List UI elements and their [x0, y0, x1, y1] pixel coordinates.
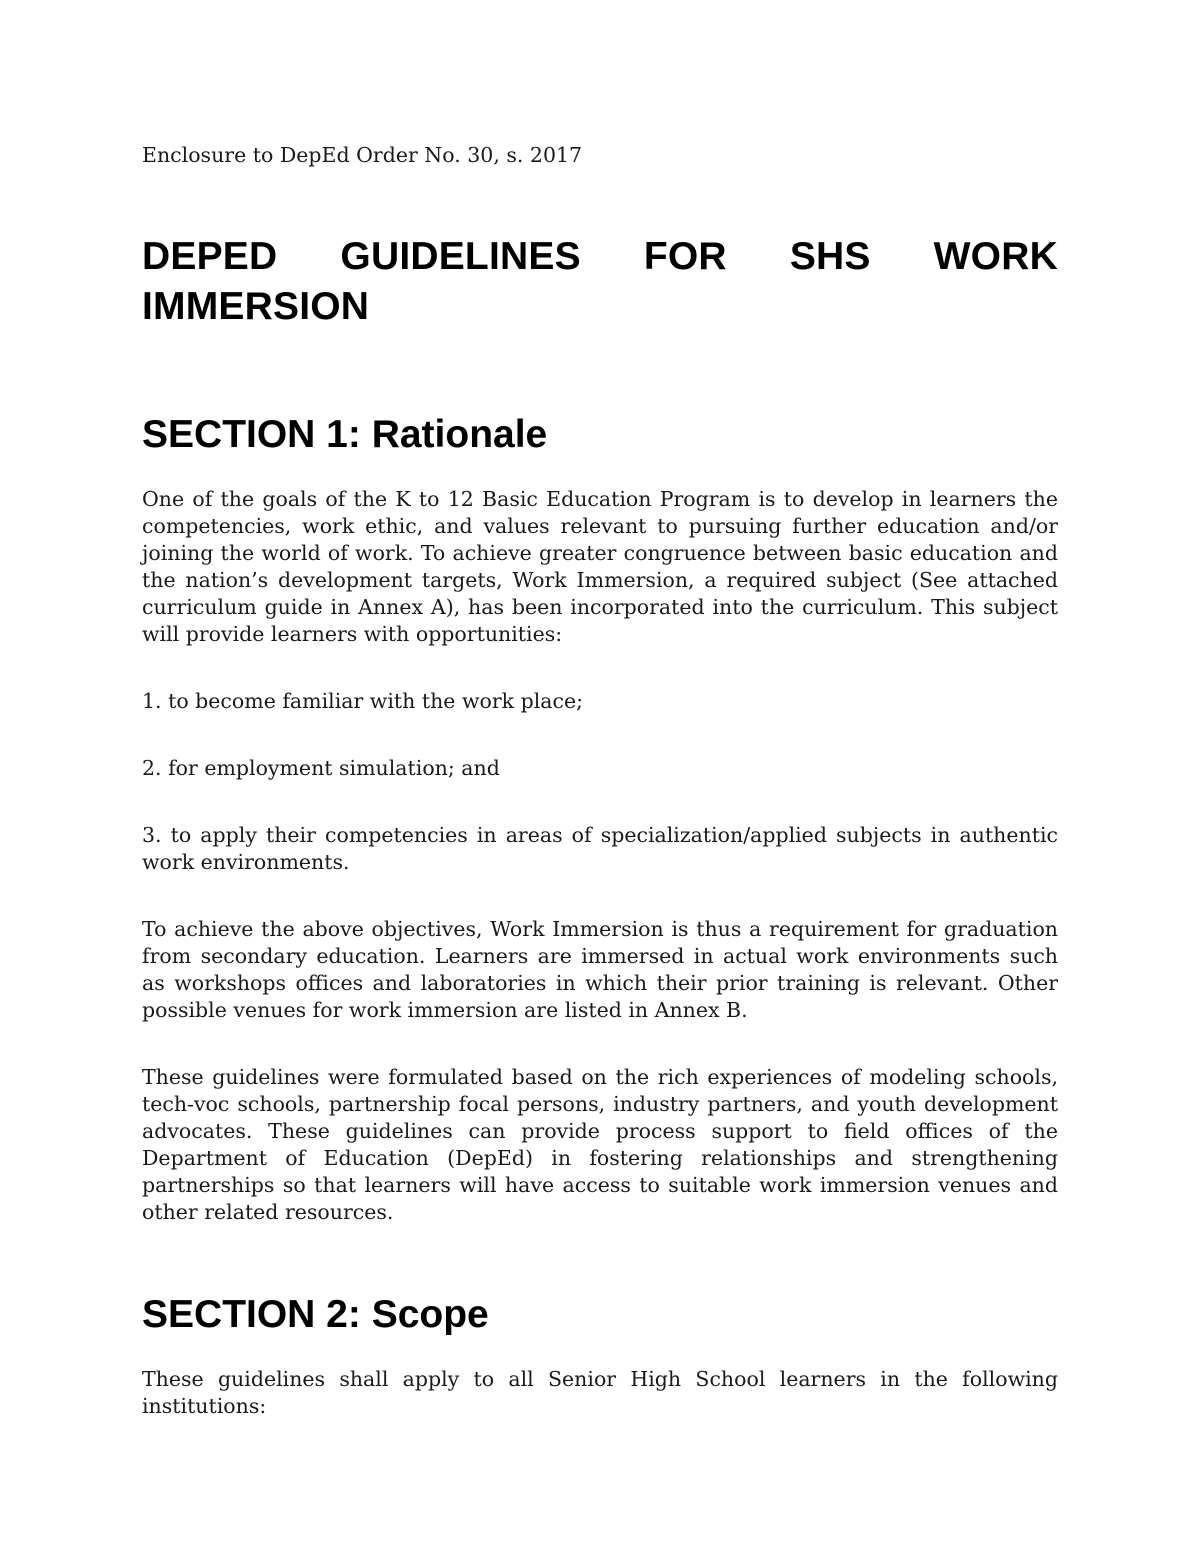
document-body [142, 132, 1058, 1420]
list-item: 3. to apply their competencies in areas of specialization/applied subjects in authentic work environments. [142, 823, 1058, 874]
title-word: FOR [643, 235, 727, 278]
section-1-formulated-paragraph: These guidelines were formulated based on the rich experiences of modeling schools, tech-voc schools, partnership focal persons, industry partners, and youth development advocates. These guidelines can provide process support to field offices of the Department of Education (DepEd) in fostering relationships and strengthening partnerships so that learners will have access to suitable work immersion venues and other related resources. [142, 1065, 1058, 1224]
section-1-objectives-paragraph: To achieve the above objectives, Work Immersion is thus a requirement for graduation from secondary education. Learners are immersed in actual work environments such as workshops offices and laboratories in which their prior training is relevant. Other possible venues for work immersion are listed in Annex B. [142, 917, 1058, 1022]
document-title-line-2: IMMERSION [142, 285, 370, 328]
section-2-intro-paragraph: These guidelines shall apply to all Senior High School learners in the following institutions: [142, 1367, 1058, 1418]
section-1-intro-paragraph: One of the goals of the K to 12 Basic Education Program is to develop in learners the competencies, work ethic, and values relevant to pursuing further education and/or joining the world of work. To achieve greater congruence between basic education and the nation’s development targets, Work Immersion, a required subject (See attached curriculum guide in Annex A), has been incorporated into the curriculum. This subject will provide learners with opportunities: [142, 487, 1058, 646]
section-1-heading: SECTION 1: Rationale [142, 413, 548, 456]
list-item: 1. to become familiar with the work place; [142, 689, 583, 713]
document-title [142, 232, 1058, 332]
section-2-heading: SECTION 2: Scope [142, 1293, 489, 1336]
title-word: DEPED [142, 235, 278, 278]
title-word: SHS [789, 235, 871, 278]
title-word: WORK [933, 235, 1058, 278]
title-word: GUIDELINES [340, 235, 581, 278]
list-item: 2. for employment simulation; and [142, 756, 500, 780]
document-title-line-1 [142, 232, 1058, 282]
enclosure-line: Enclosure to DepEd Order No. 30, s. 2017 [142, 143, 583, 167]
